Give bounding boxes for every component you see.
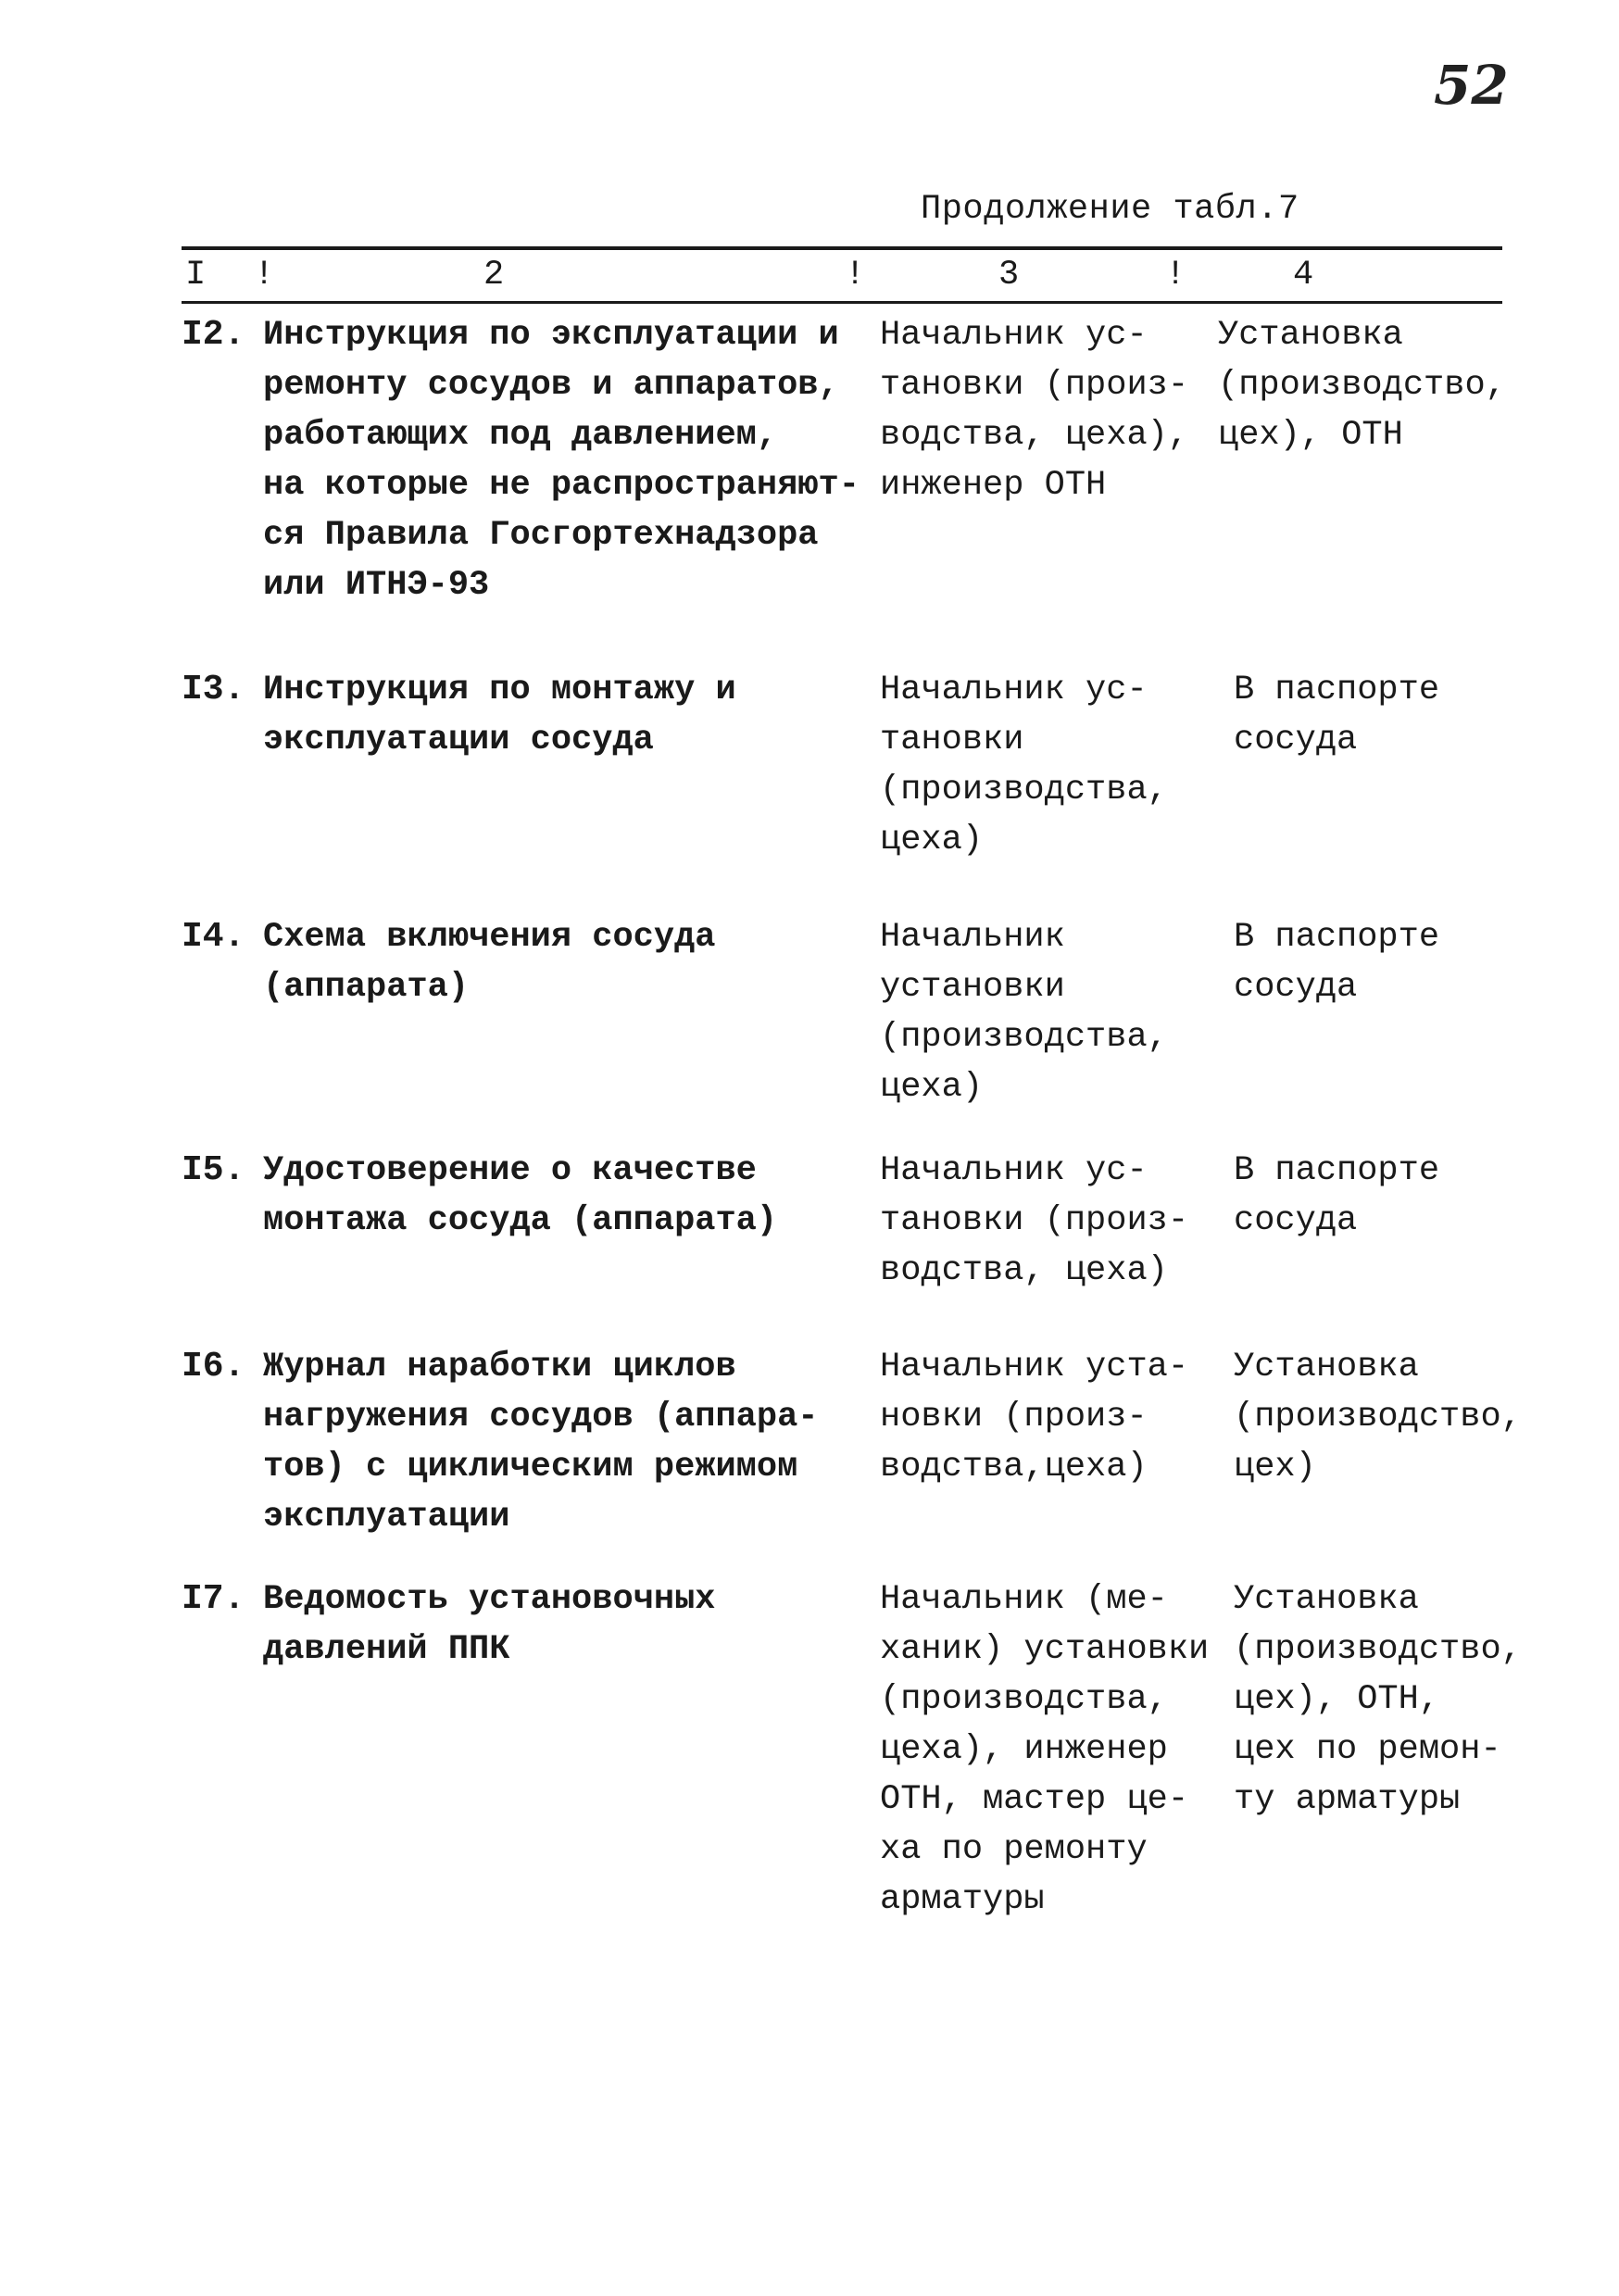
responsible-cell	[880, 665, 1168, 865]
cell-line: (производство,	[1234, 1630, 1522, 1669]
cell-line: Начальник ус-	[880, 671, 1148, 709]
cell-line: новки (произ-	[880, 1398, 1148, 1437]
cell-line: Инструкция по эксплуатации и	[263, 316, 839, 355]
header-separator: !	[254, 256, 275, 295]
cell-line: тановки (произ-	[880, 1201, 1189, 1240]
header-col-1: I	[185, 256, 207, 295]
cell-line: ОТН, мастер це-	[880, 1780, 1189, 1819]
cell-line: цеха), инженер	[880, 1730, 1168, 1769]
table-top-rule	[182, 246, 1502, 250]
table-header-rule	[182, 301, 1502, 304]
cell-line: В паспорте	[1234, 1151, 1440, 1190]
header-separator: !	[845, 256, 866, 295]
cell-line: В паспорте	[1234, 671, 1440, 709]
cell-line: эксплуатации	[263, 1498, 510, 1537]
cell-line: монтажа сосуда (аппарата)	[263, 1201, 778, 1240]
header-separator: !	[1165, 256, 1186, 295]
cell-line: сосуда	[1234, 968, 1358, 1007]
cell-line: ремонту сосудов и аппаратов,	[263, 366, 839, 405]
cell-line: Ведомость установочных	[263, 1580, 716, 1619]
cell-line: или ИТНЭ-93	[263, 566, 490, 605]
cell-line: Начальник ус-	[880, 1151, 1148, 1190]
cell-line: тановки	[880, 721, 1024, 759]
row-number: I2.	[182, 315, 245, 355]
responsible-cell	[880, 1146, 1188, 1296]
header-col-3: 3	[998, 256, 1020, 295]
cell-line: цех), ОТН	[1218, 416, 1403, 455]
cell-line: сосуда	[1234, 721, 1358, 759]
storage-location-cell	[1234, 1342, 1522, 1492]
cell-line: цех по ремон-	[1234, 1730, 1501, 1769]
responsible-cell	[880, 1575, 1209, 1925]
responsible-cell	[880, 1342, 1188, 1492]
cell-line: нагружения сосудов (аппара-	[263, 1398, 819, 1437]
cell-line: цеха)	[880, 1068, 984, 1107]
row-number: I4.	[182, 917, 245, 957]
row-number: I7.	[182, 1579, 245, 1619]
cell-line: инженер ОТН	[880, 466, 1107, 505]
document-name-cell	[263, 1146, 777, 1246]
cell-line: ха по ремонту	[880, 1830, 1148, 1869]
cell-line: арматуры	[880, 1880, 1045, 1919]
cell-line: ханик) установки	[880, 1630, 1210, 1669]
document-name-cell	[263, 912, 715, 1012]
header-col-2: 2	[483, 256, 505, 295]
row-number: I5.	[182, 1150, 245, 1190]
cell-line: Начальник уста-	[880, 1348, 1189, 1386]
storage-location-cell	[1234, 1575, 1522, 1825]
cell-line: Схема включения сосуда	[263, 918, 716, 957]
cell-line: (производства,	[880, 1018, 1168, 1057]
cell-line: ся Правила Госгортехнадзора	[263, 516, 819, 555]
cell-line: (производство,	[1234, 1398, 1522, 1437]
storage-location-cell	[1218, 310, 1506, 460]
cell-line: на которые не распространяют-	[263, 466, 860, 505]
responsible-cell	[880, 310, 1188, 510]
cell-line: Инструкция по монтажу и	[263, 671, 736, 709]
cell-line: ту арматуры	[1234, 1780, 1461, 1819]
row-number: I3.	[182, 670, 245, 709]
cell-line: Начальник ус-	[880, 316, 1148, 355]
cell-line: В паспорте	[1234, 918, 1440, 957]
cell-line: цеха)	[880, 821, 984, 859]
row-number: I6.	[182, 1347, 245, 1386]
table-caption: Продолжение табл.7	[921, 190, 1299, 229]
cell-line: водства, цеха)	[880, 1251, 1168, 1290]
cell-line: цех), ОТН,	[1234, 1680, 1440, 1719]
cell-line: тановки (произ-	[880, 366, 1189, 405]
cell-line: сосуда	[1234, 1201, 1358, 1240]
cell-line: Установка	[1234, 1348, 1419, 1386]
cell-line: Установка	[1234, 1580, 1419, 1619]
cell-line: цех)	[1234, 1448, 1316, 1487]
cell-line: установки	[880, 968, 1065, 1007]
document-name-cell	[263, 1575, 715, 1675]
cell-line: водства,цеха)	[880, 1448, 1148, 1487]
cell-line: (аппарата)	[263, 968, 470, 1007]
cell-line: тов) с циклическим режимом	[263, 1448, 798, 1487]
cell-line: (производства,	[880, 1680, 1168, 1719]
storage-location-cell	[1234, 912, 1439, 1012]
cell-line: давлений ППК	[263, 1630, 510, 1669]
page-number: 52	[1434, 54, 1509, 117]
cell-line: Установка	[1218, 316, 1403, 355]
cell-line: (производство,	[1218, 366, 1506, 405]
table-header-row	[182, 256, 1502, 298]
cell-line: водства, цеха),	[880, 416, 1189, 455]
storage-location-cell	[1234, 1146, 1439, 1246]
document-name-cell	[263, 310, 860, 610]
responsible-cell	[880, 912, 1168, 1112]
cell-line: Удостоверение о качестве	[263, 1151, 757, 1190]
document-name-cell	[263, 1342, 819, 1542]
cell-line: работающих под давлением,	[263, 416, 778, 455]
header-col-4: 4	[1293, 256, 1314, 295]
document-name-cell	[263, 665, 736, 765]
cell-line: Журнал наработки циклов	[263, 1348, 736, 1386]
storage-location-cell	[1234, 665, 1439, 765]
cell-line: Начальник (ме-	[880, 1580, 1168, 1619]
cell-line: эксплуатации сосуда	[263, 721, 654, 759]
cell-line: (производства,	[880, 771, 1168, 809]
cell-line: Начальник	[880, 918, 1065, 957]
